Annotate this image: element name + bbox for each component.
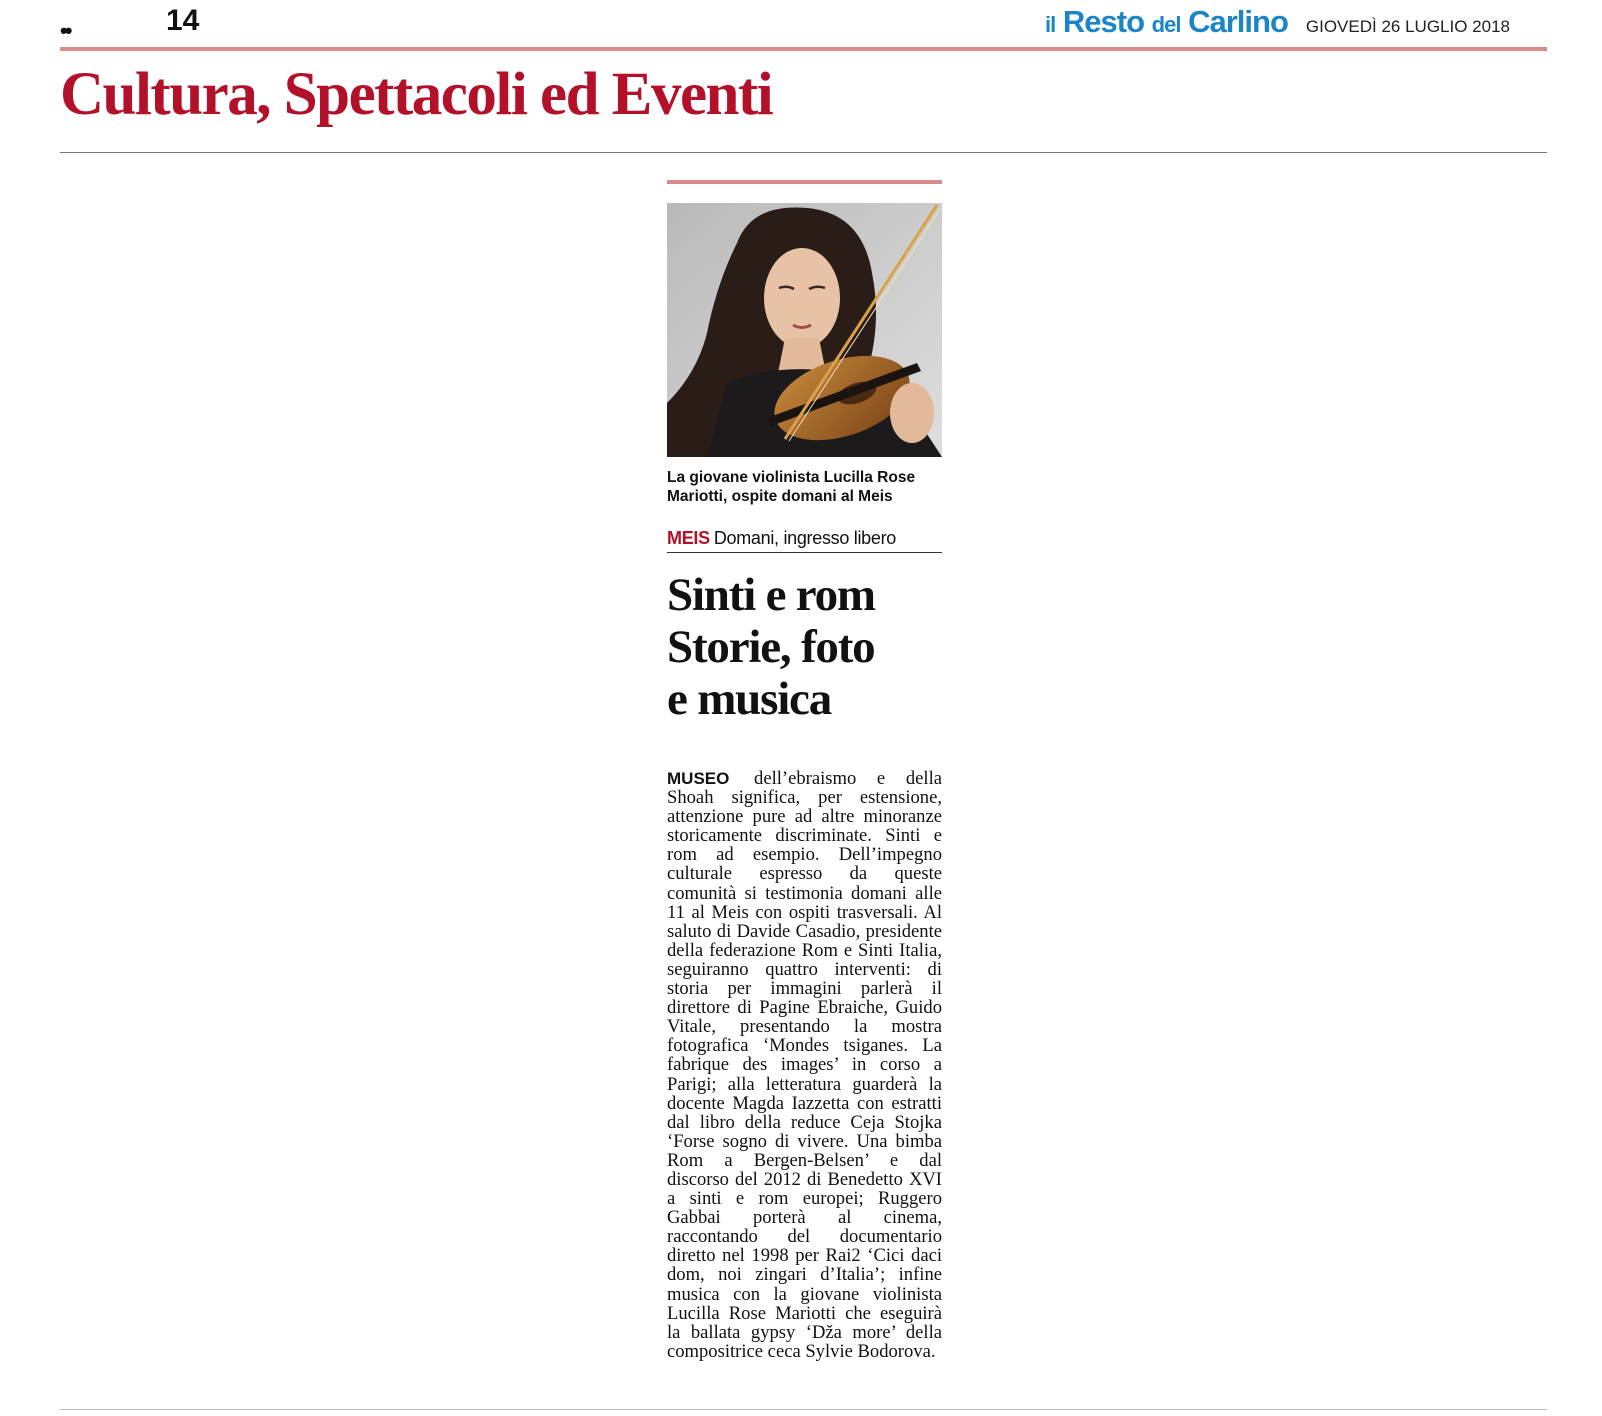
section-title: Cultura, Spettacoli ed Eventi — [60, 61, 773, 128]
logo-resto: Resto — [1062, 4, 1145, 39]
top-rule — [60, 47, 1547, 51]
violinist-photo — [667, 203, 942, 457]
kicker-text: Domani, ingresso libero — [713, 528, 897, 548]
article — [667, 180, 942, 1380]
newspaper-logo — [1045, 4, 1288, 40]
headline-line-1: Sinti e rom — [667, 569, 875, 621]
article-kicker — [667, 528, 942, 553]
logo-carlino: Carlino — [1188, 4, 1288, 39]
article-body — [667, 769, 942, 1361]
body-lead-word: MUSEO — [667, 769, 730, 788]
logo-del: del — [1151, 12, 1181, 37]
section-rule — [60, 152, 1547, 153]
headline-line-2: Storie, foto — [667, 621, 875, 673]
article-headline — [667, 569, 942, 725]
masthead — [1045, 4, 1510, 40]
article-top-rule — [667, 180, 942, 184]
logo-il: il — [1045, 12, 1056, 37]
issue-date: GIOVEDÌ 26 LUGLIO 2018 — [1305, 17, 1510, 36]
page-number: 14 — [166, 4, 200, 37]
body-text: dell’ebraismo e della Shoah significa, per estensione, attenzione pure ad altre minoranze storicamente discriminate. Sinti e rom ad esempio. Dell’impegno culturale espresso da queste comunità si testimonia domani alle 11 al Meis con ospiti trasversali. Al saluto di Davide Casadio, presidente della federazione Rom e Sinti Italia, seguiranno quattro interventi: di storia per immagini parlerà il direttore di Pagine Ebraiche, Guido Vitale, presentando la mostra fotografica ‘Mondes tsiganes. La fabrique des images’ in corso a Parigi; alla letteratura guarderà la docente Magda Iazzetta con estratti dal libro della reduce Ceja Stojka ‘Forse sogno di vivere. Una bimba Rom a Bergen-Belsen’ e dal discorso del 2012 di Benedetto XVI a sinti e rom europei; Ruggero Gabbai porterà al cinema, raccontando del documentario diretto nel 1998 per Rai2 ‘Cici daci dom, noi zingari d’Italia’; infine musica con la giovane violinista Lucilla Rose Mariotti che eseguirà la ballata gypsy ‘Dža more’ della compositrice ceca Sylvie Bodorova. — [667, 768, 942, 1362]
bottom-rule — [60, 1409, 1547, 1410]
headline-line-3: e musica — [667, 673, 832, 725]
photo-caption: La giovane violinista Lucilla Rose Mariotti, ospite domani al Meis — [667, 469, 916, 505]
kicker-keyword: MEIS — [667, 528, 710, 548]
page-dots: •• — [60, 18, 70, 43]
